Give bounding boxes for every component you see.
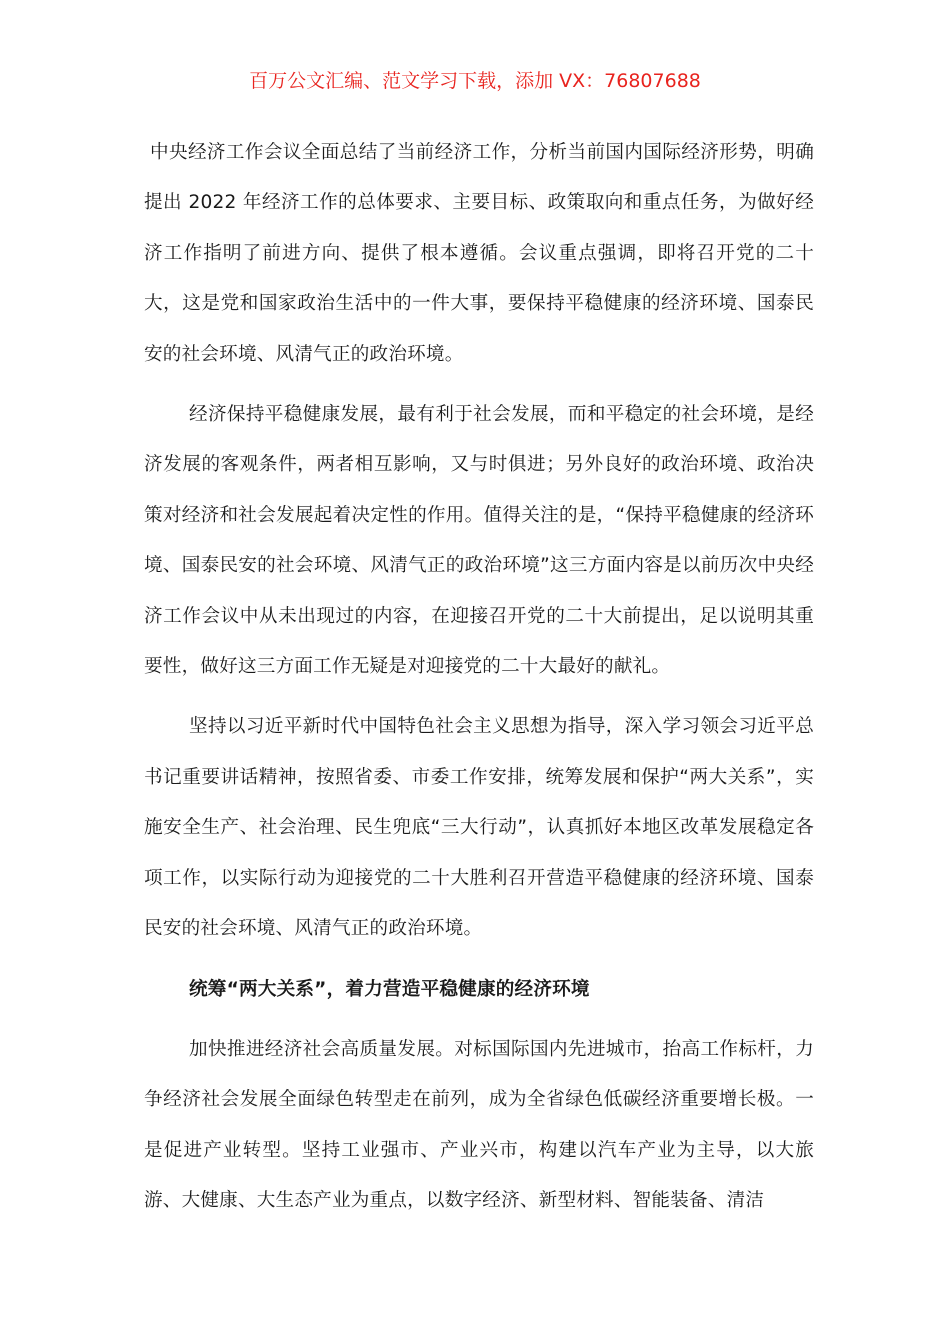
paragraph-development: 加快推进经济社会高质量发展。对标国际国内先进城市，抬高工作标杆，力争经济社会发展全面绿色转型走在前列，成为全省绿色低碳经济重要增长极。一是促进产业转型。坚持工业强市、产业兴市，构建以汽车产业为主导，以大旅游、大健康、大生态产业为重点，以数字经济、新型材料、智能装备、清洁	[144, 1038, 814, 1212]
paragraph-economy: 经济保持平稳健康发展，最有利于社会发展，而和平稳定的社会环境，是经济发展的客观条件，两者相互影响，又与时俱进；另外良好的政治环境、政治决策对经济和社会发展起着决定性的作用。值得关注的是，“保持平稳健康的经济环境、国泰民安的社会环境、风清气正的政治环境”这三方面内容是以前历次中央经济工作会议中从未出现过的内容，在迎接召开党的二十大前提出，足以说明其重要性，做好这三方面工作无疑是对迎接党的二十大最好的献礼。	[144, 404, 814, 678]
document-body	[144, 128, 814, 1237]
section-heading: 统筹“两大关系”，着力营造平稳健康的经济环境	[189, 978, 590, 1000]
header-notice: 百万公文汇编、范文学习下载，添加 VX：76807688	[249, 70, 701, 92]
paragraph-guidance: 坚持以习近平新时代中国特色社会主义思想为指导，深入学习领会习近平总书记重要讲话精神，按照省委、市委工作安排，统筹发展和保护“两大关系”，实施安全生产、社会治理、民生兜底“三大行动”，认真抓好本地区改革发展稳定各项工作，以实际行动为迎接党的二十大胜利召开营造平稳健康的经济环境、国泰民安的社会环境、风清气正的政治环境。	[144, 716, 814, 940]
paragraph-intro: 中央经济工作会议全面总结了当前经济工作，分析当前国内国际经济形势，明确提出 2022 年经济工作的总体要求、主要目标、政策取向和重点任务，为做好经济工作指明了前进方向、提供了根本遵循。会议重点强调，即将召开党的二十大，这是党和国家政治生活中的一件大事，要保持平稳健康的经济环境、国泰民安的社会环境、风清气正的政治环境。	[144, 142, 814, 365]
